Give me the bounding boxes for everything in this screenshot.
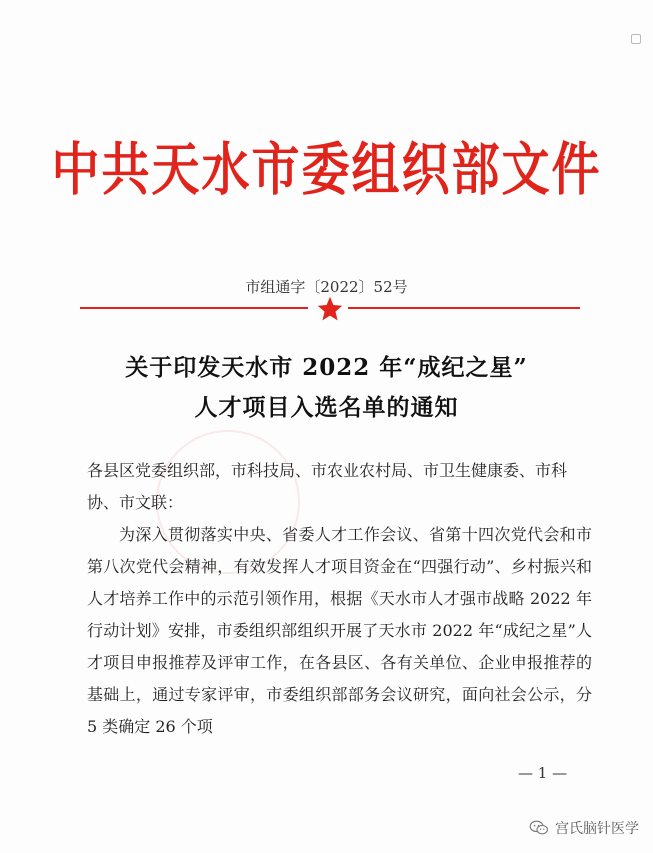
document-header-title: 中共天水市委组织部文件 xyxy=(51,136,602,204)
wechat-icon xyxy=(529,820,549,836)
red-divider xyxy=(80,297,580,321)
red-star-icon xyxy=(316,295,344,323)
watermark-text: 宫氏脑针医学 xyxy=(555,821,639,837)
corner-mark xyxy=(631,34,641,44)
body-paragraph: 为深入贯彻落实中央、省委人才工作会议、省第十四次党代会和市第八次党代会精神，有效发挥人才项目资金在“四强行动”、乡村振兴和人才培养工作中的示范引领作用，根据《天水市人才强市战略 2022 年行动计划》安排，市委组织部组织开展了天水市 2022 年“成纪之星”人才项目申报推荐及评审工作，在各县区、各有关单位、企业申报推荐的基础上，通过专家评审，市委组织部部务会议研究，面向社会公示，分 5 类确定 26 个项 xyxy=(87,525,592,736)
notice-title-line-2: 人才项目入选名单的通知 xyxy=(194,394,459,421)
divider-right-rule xyxy=(348,307,580,309)
document-number: 市组通字〔2022〕52号 xyxy=(245,278,408,296)
watermark xyxy=(529,818,639,838)
notice-title-line-1: 关于印发天水市 2022 年“成纪之星” xyxy=(125,354,528,381)
addressee: 各县区党委组织部，市科技局、市农业农村局、市卫生健康委、市科协、市文联： xyxy=(87,461,568,512)
divider-left-rule xyxy=(80,307,308,309)
page-number: — 1 — xyxy=(518,764,568,782)
